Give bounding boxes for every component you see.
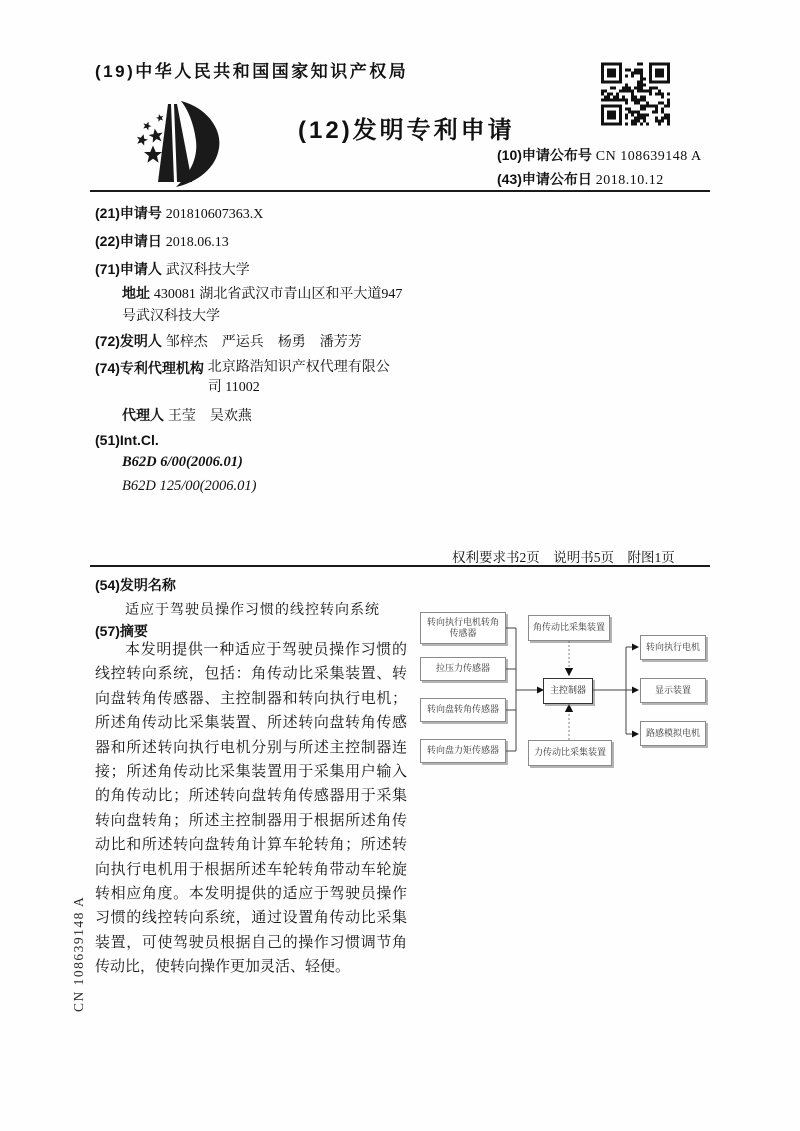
inventors-value: 邹梓杰 严运兵 杨勇 潘芳芳	[165, 335, 362, 350]
issuing-office: (19)中华人民共和国国家知识产权局	[95, 62, 409, 81]
invention-title-label: (54)发明名称	[95, 577, 176, 593]
abstract-text: 本发明提供一种适应于驾驶员操作习惯的线控转向系统，包括：角传动比采集装置、转向盘转角传感器、主控制器和转向执行电机；所述角传动比采集装置、所述转向盘转角传感器和所述转向执行电机分别与所述主控制器连接；所述角传动比采集装置用于采集用户输入的角传动比；所述转向盘转角传感器用于采集转向盘转角；所述主控制器用于根据所述角传动比和所述转向盘转角计算车轮转角；所述转向执行电机用于根据所述车轮转角带动车轮旋转相应角度。本发明提供的适应于驾驶员操作习惯的线控转向系统，通过设置角传动比采集装置，可使驾驶员根据自己的操作习惯调节角传动比，使转向操作更加灵活、轻便。	[95, 642, 407, 976]
diagram-box-road-feel-motor: 路感模拟电机	[640, 721, 706, 746]
publication-number-label: (10)申请公布号	[497, 147, 592, 163]
publication-date-line	[497, 169, 664, 189]
publication-date-value: 2018.10.12	[595, 173, 664, 188]
abstract-label: (57)摘要	[95, 623, 148, 639]
star-icon	[135, 133, 149, 146]
diagram-box-force-ratio-collector: 力传动比采集装置	[528, 740, 612, 766]
publication-number-value: CN 108639148 A	[595, 149, 702, 164]
document-type-title: (12)发明专利申请	[298, 117, 515, 144]
inventors-row	[95, 331, 362, 353]
intcl-label: (51)Int.Cl.	[95, 432, 159, 448]
diagram-box-steering-wheel-angle-sensor: 转向盘转角传感器	[420, 698, 506, 722]
publication-number-line	[497, 145, 702, 165]
header-divider	[90, 190, 710, 192]
star-icon	[144, 146, 162, 163]
diagram-box-tension-force-sensor: 拉压力传感器	[420, 657, 506, 681]
address-label: 地址	[122, 285, 150, 301]
application-date-value: 2018.06.13	[165, 235, 229, 250]
pages-summary: 权利要求书2页 说明书5页 附图1页	[452, 550, 675, 565]
diagram-box-steering-wheel-torque-sensor: 转向盘力矩传感器	[420, 739, 506, 763]
side-publication-code: CN 108639148 A	[71, 895, 86, 1012]
application-number-label: (21)申请号	[95, 205, 162, 221]
publication-date-label: (43)申请公布日	[497, 171, 592, 187]
application-date-label: (22)申请日	[95, 233, 162, 249]
diagram-box-angle-ratio-collector: 角传动比采集装置	[528, 615, 610, 641]
application-number-value: 201810607363.X	[165, 207, 264, 222]
intcl-entry-2: B62D 125/00(2006.01)	[122, 478, 257, 494]
agent-label: 代理人	[122, 407, 164, 423]
applicant-row	[95, 259, 250, 281]
star-icon	[148, 127, 164, 143]
address-value: 430081 湖北省武汉市青山区和平大道947号武汉科技大学	[122, 287, 403, 325]
agent-row	[122, 405, 252, 427]
diagram-box-steering-actuator-motor: 转向执行电机	[640, 635, 706, 660]
section-divider	[90, 565, 710, 567]
sipo-logo-icon	[122, 98, 228, 188]
application-number-row	[95, 203, 263, 225]
agent-value: 王莹 吴欢燕	[167, 409, 252, 424]
applicant-value: 武汉科技大学	[165, 263, 250, 278]
address-row	[122, 283, 412, 328]
star-icon	[142, 120, 153, 131]
intcl-entry-1: B62D 6/00(2006.01)	[122, 454, 243, 470]
figure-block-diagram	[413, 602, 713, 780]
inventors-label: (72)发明人	[95, 333, 162, 349]
agency-row	[95, 358, 415, 399]
agency-label: (74)专利代理机构	[95, 360, 204, 376]
diagram-box-steering-motor-angle-sensor: 转向执行电机转角传感器	[420, 612, 506, 644]
agency-value: 北京路浩知识产权代理有限公司 11002	[207, 360, 390, 396]
applicant-label: (71)申请人	[95, 261, 162, 277]
intcl-row	[95, 430, 159, 450]
qr-code	[601, 62, 670, 126]
diagram-box-display-device: 显示装置	[640, 678, 706, 703]
application-date-row	[95, 231, 229, 253]
diagram-box-main-controller: 主控制器	[543, 678, 593, 704]
invention-title: 适应于驾驶员操作习惯的线控转向系统	[125, 603, 380, 618]
star-icon	[155, 113, 164, 122]
